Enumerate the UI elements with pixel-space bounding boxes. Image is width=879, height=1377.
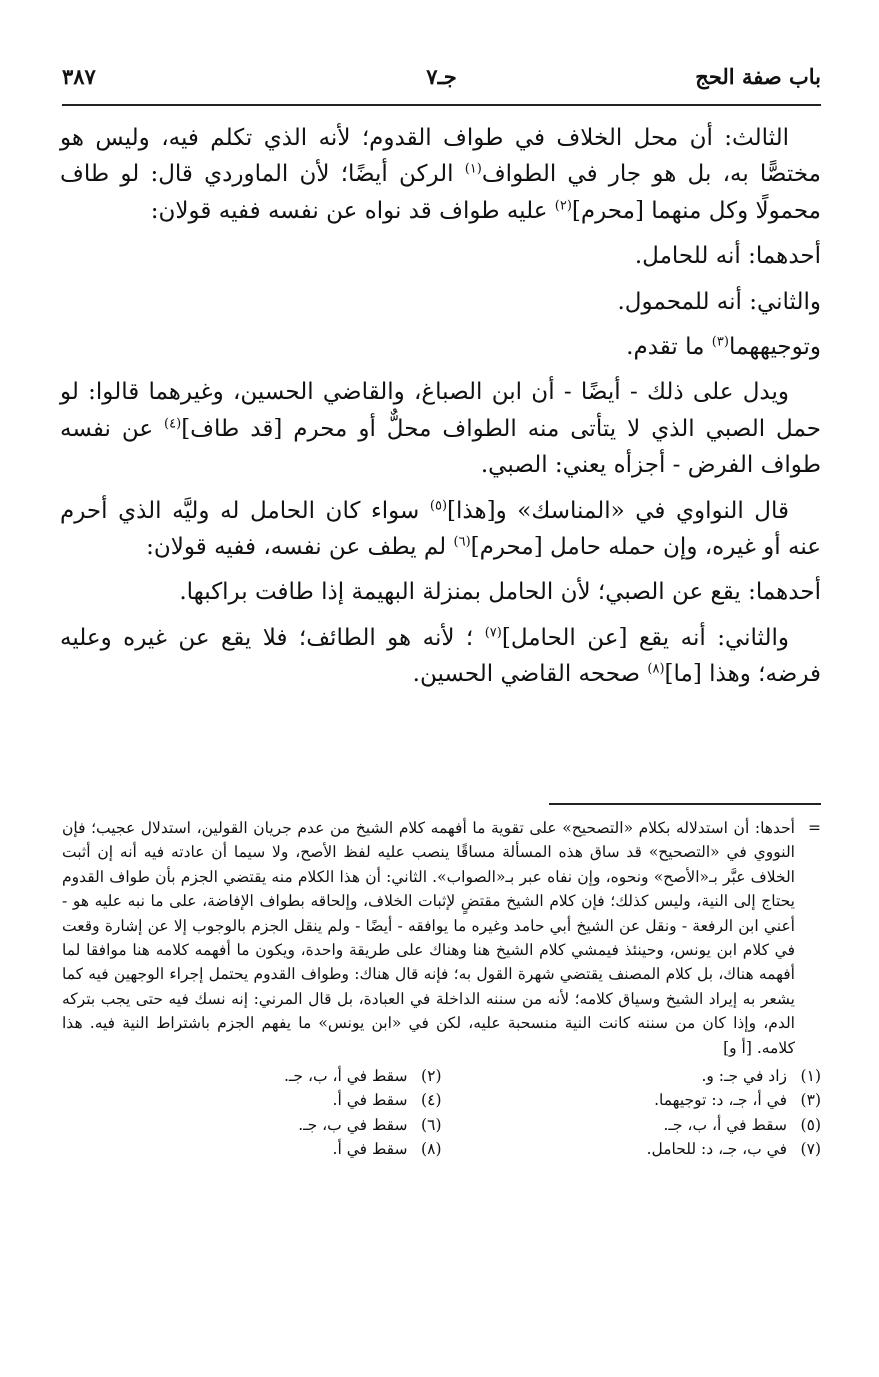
paragraph: ويدل على ذلك - أيضًا - أن ابن الصباغ، والقاضي الحسين، وغيرهما قالوا: لو حمل الصبي الذي لا يتأتى منه الطواف محلٌّ أو محرم [قد طاف]$^{(٤)}$ عن نفسه طواف الفرض - أجزأه يعني: الصبي.: [60, 379, 821, 479]
paragraph: أحدهما: يقع عن الصبي؛ لأن الحامل بمنزلة البهيمة إذا طافت براكبها.: [179, 579, 821, 606]
paragraph: والثاني: أنه للمحمول.: [617, 288, 821, 315]
page-number: ٣٨٧: [62, 64, 96, 89]
footnotes: [62, 816, 821, 1162]
footnote-item: (٨)سقط في أ.: [332, 1140, 442, 1159]
footnote-ref[interactable]: (٥): [429, 498, 448, 513]
footnote-ref[interactable]: (٣): [711, 334, 729, 350]
continuation-mark: =: [808, 819, 821, 837]
footnote-item: (٣)في أ، جـ، د: توجيهما.: [654, 1091, 821, 1110]
footnote-item: (٢)سقط في أ، ب، جـ.: [283, 1067, 442, 1086]
footnote-list: [62, 1064, 821, 1162]
footnote-item: (٤)سقط في أ.: [332, 1091, 442, 1110]
paragraph: وتوجيههما$^{(٣)}$ ما تقدم.: [626, 334, 821, 361]
footnote-item: (٥)سقط في أ، ب، جـ.: [663, 1115, 821, 1134]
footnote-ref[interactable]: (٨): [647, 661, 665, 677]
footnote-divider: [549, 803, 821, 805]
main-text: [60, 120, 821, 693]
footnote-item: (٧)في ب، جـ، د: للحامل.: [646, 1140, 821, 1159]
footnote-ref[interactable]: (١): [464, 161, 482, 177]
footnote-item: (٦)سقط في ب، جـ.: [298, 1115, 442, 1134]
running-header: [62, 58, 821, 98]
header-divider: [62, 104, 821, 106]
chapter-title: باب صفة الحج: [695, 64, 821, 89]
footnote-item: (١)زاد في جـ: و.: [701, 1067, 821, 1086]
footnote-continuation: = أحدها: أن استدلاله بكلام «التصحيح» على تقوية ما أفهمه كلام الشيخ من عدم جريان القولين، استدلال عجيب؛ فإن النووي في «التصحيح» قد ساق هذه المسألة مساقًا ينصب عليه لفظ الأصح، ولا سيما أن عادته فيه أنه إن أثبت الخلاف عبَّر بـ«الأصح» ونحوه، وإن نفاه عبر بـ«الصواب». الثاني: أن هذا الكلام منه يقتضي الجزم بأن طواف القدوم يحتاج إلى النية، وليس كذلك؛ فإن كلام الشيخ مقتضٍ لإثبات الخلاف، وإلحاقه بطواف الإفاضة، على ما نبه عليه هو - أعني ابن الرفعة - ونقل عن الشيخ أبي حامد وغيره ما يوافقه - أيضًا - ولم ينقل الجزم بالوجوب إلا عن إشارة وقعت في كلام ابن يونس، وحينئذ فيمشي كلام الشيخ هنا وهناك على طريقة واحدة، ويكون ما أفهمه كلامه هنا موافقا لما أفهمه هناك، بل كلام المصنف يقتضي شهرة القول به؛ فإنه قال هناك: وطواف القدوم يحتمل إجراء الوجهين فيه كما يشعر به إيراد الشيخ وسياق كلامه؛ لأنه من سننه الداخلة في العبادة، بل قال المرني: إنه نسك فيه حتى يجب بتركه الدم، وإذا كان من سننه كانت النية منسحبة عليه، لكن في «ابن يونس» ما يفهم الجزم باشتراط النية فيه. هذا كلامه. [أ و]: [62, 816, 821, 1060]
paragraph: الثالث: أن محل الخلاف في طواف القدوم؛ لأنه الذي تكلم فيه، وليس هو مختصًّا به، بل هو جار في الطواف$^{(١)}$ الركن أيضًا؛ لأن الماوردي قال: لو طاف محمولًا وكل منهما [محرم]$^{(٢)}$ عليه طواف قد نواه عن نفسه ففيه قولان:: [60, 125, 821, 224]
footnote-ref[interactable]: (٤): [164, 416, 182, 432]
footnote-ref[interactable]: (٦): [453, 534, 471, 550]
paragraph: أحدهما: أنه للحامل.: [634, 243, 821, 270]
footnote-ref[interactable]: (٢): [554, 198, 572, 214]
paragraph: والثاني: أنه يقع [عن الحامل]$^{(٧)}$ ؛ لأنه هو الطائف؛ فلا يقع عن غيره وعليه فرضه؛ وهذا [ما]$^{(٨)}$ صححه القاضي الحسين.: [60, 624, 821, 688]
volume-label: جـ٧: [426, 64, 457, 89]
footnote-ref[interactable]: (٧): [484, 625, 502, 641]
paragraph: قال النواوي في «المناسك» و[هذا]$^{(٥)}$ سواء كان الحامل له وليَّه الذي أحرم عنه أو غيره، وإن حمله حامل [محرم]$^{(٦)}$ لم يطف عن نفسه، ففيه قولان:: [60, 497, 821, 561]
